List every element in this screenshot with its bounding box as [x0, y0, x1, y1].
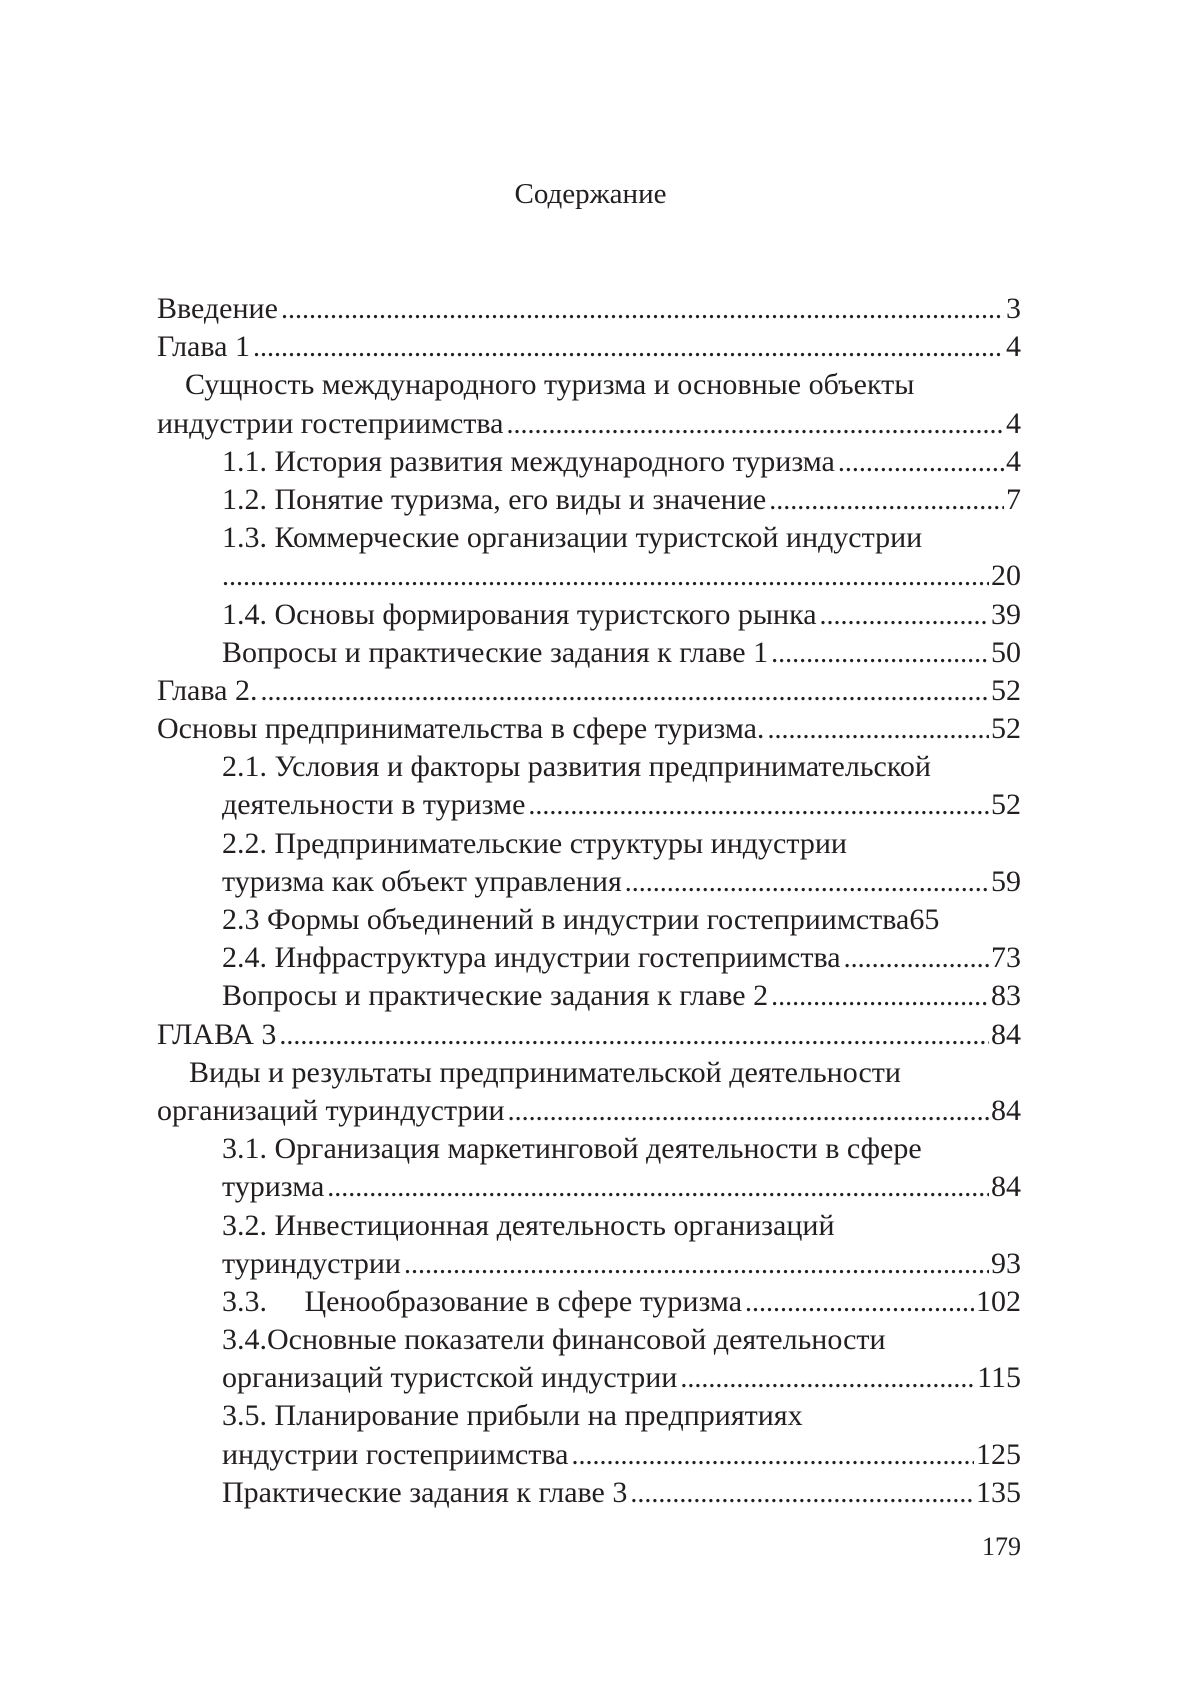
toc-entry-title: Введение: [157, 292, 278, 325]
toc-entry-line: [157, 1321, 1021, 1359]
toc-entry: [157, 1436, 1021, 1474]
toc-entry-title: 1.4. Основы формирования туристского рынка: [222, 597, 817, 631]
toc-entry-title: Сущность международного туризма и основные объекты: [185, 368, 915, 402]
toc-entry: [157, 1283, 1021, 1321]
toc-entry-title: Вопросы и практические задания к главе 1: [222, 635, 769, 669]
dot-leader: [528, 787, 989, 825]
dot-leader: [279, 1017, 989, 1055]
dot-leader: [745, 1284, 974, 1322]
toc-entry-page: 84: [991, 1170, 1021, 1204]
toc-entry-title: Глава 2.: [157, 673, 258, 707]
toc-entry-title: Практические задания к главе 3: [222, 1475, 628, 1509]
toc-entry-line: [157, 1207, 1021, 1245]
dot-leader: [844, 940, 989, 978]
dot-leader: [771, 978, 989, 1016]
toc-entry-title: туризма как объект управления: [222, 864, 622, 898]
toc-entry: [157, 1359, 1021, 1397]
toc-entry-page: 39: [991, 597, 1021, 631]
toc-entry-line: [157, 1397, 1021, 1435]
toc-entry-page: 115: [977, 1361, 1021, 1395]
toc-entry-page: 20: [991, 559, 1021, 593]
toc-entry-page: 52: [991, 712, 1021, 746]
toc-entry: [157, 405, 1021, 443]
dot-leader: [260, 673, 989, 711]
toc-entry-page: 93: [991, 1246, 1021, 1280]
toc-entry: [157, 672, 1021, 710]
dot-leader: [404, 1246, 989, 1284]
toc-entry-page: 73: [991, 941, 1021, 975]
toc-entry-title: 1.2. Понятие туризма, его виды и значение: [222, 482, 767, 516]
toc-entry-title: Вопросы и практические задания к главе 2: [222, 979, 769, 1013]
toc-entry-page: 59: [991, 864, 1021, 898]
toc-entry-page: 4: [1006, 406, 1021, 440]
toc-entry-line: [157, 825, 1021, 863]
toc-entry-title: ГЛАВА 3: [157, 1017, 277, 1051]
toc-entry-line: [157, 519, 1021, 557]
toc-entry-line: [157, 748, 1021, 786]
toc-entry-title: индустрии гостеприимства: [222, 1437, 569, 1471]
toc-entry: [157, 977, 1021, 1015]
toc-entry: [157, 596, 1021, 634]
toc-entry-title: Основы предпринимательства в сфере туризма.: [157, 712, 765, 746]
toc-entry-line: [157, 1130, 1021, 1168]
toc-entry: [157, 443, 1021, 481]
toc-entry-title: 1.3. Коммерческие организации туристской индустрии: [222, 521, 923, 555]
toc-entry-line: [157, 901, 1021, 939]
toc-entry-page: 102: [976, 1284, 1021, 1318]
dot-leader: [767, 711, 989, 749]
toc-entry-title: 3.3. Ценообразование в сфере туризма: [222, 1284, 743, 1318]
toc-entry: [157, 481, 1021, 519]
toc-entry-page: 4: [1006, 330, 1021, 364]
toc-entry-title: 2.4. Инфраструктура индустрии гостеприимства: [222, 941, 841, 975]
toc-entry-page: 125: [976, 1437, 1021, 1471]
page-number: 179: [982, 1532, 1021, 1561]
toc-entry-page: 3: [1006, 292, 1021, 325]
dot-leader: [222, 558, 989, 596]
toc-entry: [157, 634, 1021, 672]
toc-entry: [157, 1168, 1021, 1206]
toc-entry-title: Глава 1: [157, 330, 250, 364]
toc-entry-line: [157, 1054, 1021, 1092]
toc-entry-title: 2.3 Формы объединений в индустрии гостеприимства65: [222, 903, 940, 936]
dot-leader: [281, 291, 1004, 329]
toc-entry: [157, 1092, 1021, 1130]
toc-entry-title: туриндустрии: [222, 1246, 401, 1280]
toc-entry-title: 3.1. Организация маркетинговой деятельности в сфере: [222, 1132, 922, 1166]
toc-entry-title: 3.5. Планирование прибыли на предприятиях: [222, 1399, 803, 1433]
dot-leader: [769, 482, 1004, 520]
toc-entry-title: туризма: [222, 1170, 325, 1204]
dot-leader: [838, 444, 1004, 482]
toc-entry-line: [157, 366, 1021, 404]
toc-entry: [157, 1016, 1021, 1054]
table-of-contents: [157, 290, 1021, 1512]
toc-entry-title: деятельности в туризме: [222, 788, 526, 822]
dot-leader: [253, 329, 1004, 367]
toc-entry: [157, 557, 1021, 595]
dot-leader: [625, 864, 989, 902]
page-title: Содержание: [514, 178, 667, 210]
toc-entry: [157, 786, 1021, 824]
toc-entry-page: 135: [976, 1475, 1021, 1509]
toc-entry: [157, 863, 1021, 901]
toc-entry-title: 2.2. Предпринимательские структуры индустрии: [222, 826, 847, 860]
dot-leader: [506, 406, 1004, 444]
toc-entry: [157, 1245, 1021, 1283]
toc-entry-title: организаций туриндустрии: [157, 1093, 505, 1127]
toc-entry-page: 50: [991, 635, 1021, 669]
toc-entry-page: 84: [991, 1017, 1021, 1051]
dot-leader: [571, 1437, 974, 1475]
toc-entry: [157, 939, 1021, 977]
toc-entry-title: 3.2. Инвестиционная деятельность организаций: [222, 1208, 835, 1242]
dot-leader: [630, 1475, 974, 1513]
toc-entry-title: Виды и результаты предпринимательской деятельности: [189, 1055, 901, 1089]
toc-entry: [157, 710, 1021, 748]
toc-entry-title: 2.1. Условия и факторы развития предпринимательской: [222, 750, 931, 784]
toc-entry: [157, 290, 1021, 328]
toc-entry-page: 52: [991, 788, 1021, 822]
toc-entry-page: 83: [991, 979, 1021, 1013]
toc-entry-page: 52: [991, 673, 1021, 707]
toc-entry-page: 7: [1006, 482, 1021, 516]
dot-leader: [771, 635, 989, 673]
dot-leader: [820, 597, 989, 635]
toc-entry-title: организаций туристской индустрии: [222, 1361, 678, 1395]
toc-entry-page: 84: [991, 1093, 1021, 1127]
toc-entry: [157, 328, 1021, 366]
toc-entry-title: индустрии гостеприимства: [157, 406, 504, 440]
toc-entry-title: 3.4.Основные показатели финансовой деятельности: [222, 1323, 886, 1357]
dot-leader: [508, 1093, 989, 1131]
toc-entry: [157, 1474, 1021, 1512]
toc-entry-page: 4: [1006, 444, 1021, 478]
dot-leader: [680, 1360, 975, 1398]
dot-leader: [327, 1169, 989, 1207]
toc-entry-title: 1.1. История развития международного туризма: [222, 444, 835, 478]
